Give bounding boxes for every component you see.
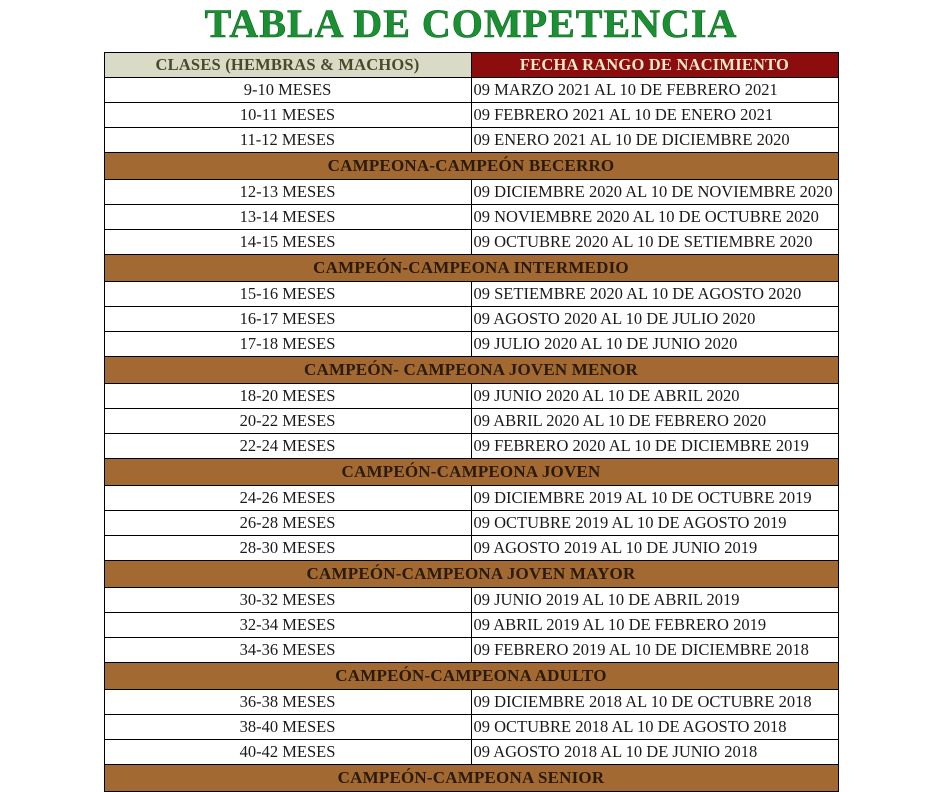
section-label: CAMPEÓN-CAMPEONA INTERMEDIO (104, 255, 838, 282)
table-row (104, 103, 838, 128)
table-row (104, 434, 838, 459)
cell-class: 34-36 MESES (104, 638, 471, 663)
table-row (104, 638, 838, 663)
cell-birth-range: 09 JULIO 2020 AL 10 DE JUNIO 2020 (471, 332, 838, 357)
cell-class: 12-13 MESES (104, 180, 471, 205)
competition-table (104, 52, 839, 792)
page-title: TABLA DE COMPETENCIA (204, 1, 738, 46)
cell-class: 28-30 MESES (104, 536, 471, 561)
cell-class: 14-15 MESES (104, 230, 471, 255)
table-row (104, 536, 838, 561)
cell-class: 13-14 MESES (104, 205, 471, 230)
cell-birth-range: 09 OCTUBRE 2020 AL 10 DE SETIEMBRE 2020 (471, 230, 838, 255)
cell-birth-range: 09 FEBRERO 2019 AL 10 DE DICIEMBRE 2018 (471, 638, 838, 663)
section-label: CAMPEÓN-CAMPEONA JOVEN MAYOR (104, 561, 838, 588)
cell-birth-range: 09 OCTUBRE 2018 AL 10 DE AGOSTO 2018 (471, 715, 838, 740)
cell-birth-range: 09 AGOSTO 2020 AL 10 DE JULIO 2020 (471, 307, 838, 332)
table-row (104, 205, 838, 230)
cell-birth-range: 09 ABRIL 2020 AL 10 DE FEBRERO 2020 (471, 409, 838, 434)
table-row (104, 588, 838, 613)
cell-birth-range: 09 ENERO 2021 AL 10 DE DICIEMBRE 2020 (471, 128, 838, 153)
table-row (104, 230, 838, 255)
table-section-row (104, 153, 838, 180)
cell-birth-range: 09 SETIEMBRE 2020 AL 10 DE AGOSTO 2020 (471, 282, 838, 307)
table-section-row (104, 459, 838, 486)
cell-class: 17-18 MESES (104, 332, 471, 357)
cell-class: 11-12 MESES (104, 128, 471, 153)
cell-birth-range: 09 FEBRERO 2020 AL 10 DE DICIEMBRE 2019 (471, 434, 838, 459)
cell-class: 40-42 MESES (104, 740, 471, 765)
cell-birth-range: 09 DICIEMBRE 2020 AL 10 DE NOVIEMBRE 2020 (471, 180, 838, 205)
competition-table-wrapper (104, 52, 839, 792)
header-birth-date-range: FECHA RANGO DE NACIMIENTO (471, 53, 838, 78)
cell-birth-range: 09 NOVIEMBRE 2020 AL 10 DE OCTUBRE 2020 (471, 205, 838, 230)
table-row (104, 128, 838, 153)
cell-class: 20-22 MESES (104, 409, 471, 434)
table-body (104, 53, 838, 792)
cell-birth-range: 09 JUNIO 2019 AL 10 DE ABRIL 2019 (471, 588, 838, 613)
table-row (104, 409, 838, 434)
table-row (104, 282, 838, 307)
section-label: CAMPEONA-CAMPEÓN BECERRO (104, 153, 838, 180)
section-label: CAMPEÓN- CAMPEONA JOVEN MENOR (104, 357, 838, 384)
header-classes: CLASES (HEMBRAS & MACHOS) (104, 53, 471, 78)
cell-class: 10-11 MESES (104, 103, 471, 128)
section-label: CAMPEÓN-CAMPEONA JOVEN (104, 459, 838, 486)
section-label: CAMPEÓN-CAMPEONA SENIOR (104, 765, 838, 792)
table-section-row (104, 255, 838, 282)
table-section-row (104, 561, 838, 588)
table-header-row (104, 53, 838, 78)
document-page (0, 1, 942, 787)
cell-class: 38-40 MESES (104, 715, 471, 740)
cell-class: 22-24 MESES (104, 434, 471, 459)
table-row (104, 740, 838, 765)
table-section-row (104, 357, 838, 384)
table-row (104, 613, 838, 638)
table-section-row (104, 765, 838, 792)
cell-class: 16-17 MESES (104, 307, 471, 332)
cell-class: 32-34 MESES (104, 613, 471, 638)
cell-birth-range: 09 DICIEMBRE 2018 AL 10 DE OCTUBRE 2018 (471, 690, 838, 715)
cell-birth-range: 09 ABRIL 2019 AL 10 DE FEBRERO 2019 (471, 613, 838, 638)
table-row (104, 78, 838, 103)
cell-class: 36-38 MESES (104, 690, 471, 715)
table-row (104, 180, 838, 205)
cell-class: 24-26 MESES (104, 486, 471, 511)
cell-birth-range: 09 AGOSTO 2018 AL 10 DE JUNIO 2018 (471, 740, 838, 765)
table-row (104, 715, 838, 740)
table-row (104, 486, 838, 511)
cell-class: 30-32 MESES (104, 588, 471, 613)
cell-birth-range: 09 DICIEMBRE 2019 AL 10 DE OCTUBRE 2019 (471, 486, 838, 511)
table-row (104, 384, 838, 409)
table-row (104, 307, 838, 332)
cell-class: 9-10 MESES (104, 78, 471, 103)
cell-birth-range: 09 AGOSTO 2019 AL 10 DE JUNIO 2019 (471, 536, 838, 561)
cell-birth-range: 09 OCTUBRE 2019 AL 10 DE AGOSTO 2019 (471, 511, 838, 536)
cell-class: 15-16 MESES (104, 282, 471, 307)
cell-birth-range: 09 FEBRERO 2021 AL 10 DE ENERO 2021 (471, 103, 838, 128)
section-label: CAMPEÓN-CAMPEONA ADULTO (104, 663, 838, 690)
table-section-row (104, 663, 838, 690)
cell-birth-range: 09 JUNIO 2020 AL 10 DE ABRIL 2020 (471, 384, 838, 409)
cell-class: 26-28 MESES (104, 511, 471, 536)
cell-birth-range: 09 MARZO 2021 AL 10 DE FEBRERO 2021 (471, 78, 838, 103)
cell-class: 18-20 MESES (104, 384, 471, 409)
table-row (104, 511, 838, 536)
table-row (104, 332, 838, 357)
